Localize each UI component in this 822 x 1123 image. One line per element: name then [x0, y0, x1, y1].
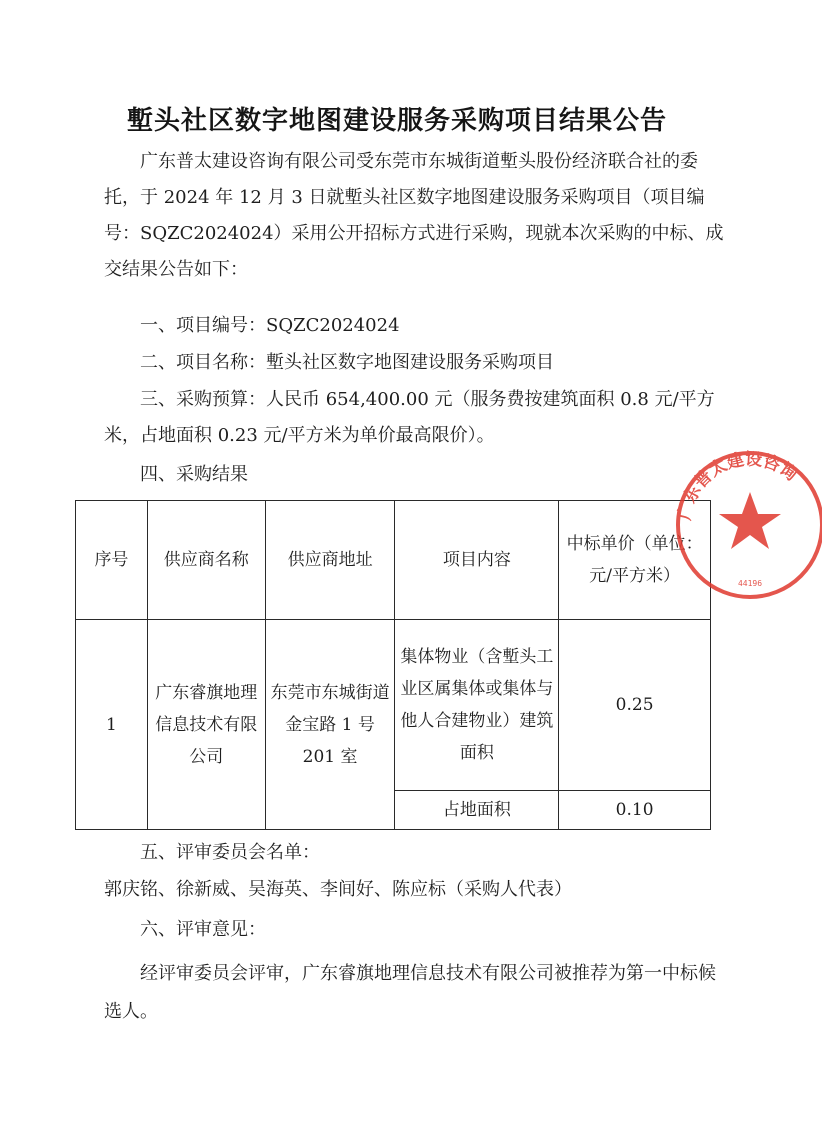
project-name: 二、项目名称：塹头社区数字地图建设服务采购项目 — [140, 352, 554, 373]
cell-price-building: 0.25 — [559, 620, 711, 791]
table-header-row — [76, 501, 711, 620]
cell-content-building: 集体物业（含塹头工业区属集体或集体与他人合建物业）建筑面积 — [395, 620, 559, 791]
page-title: 塹头社区数字地图建设服务采购项目结果公告 — [126, 106, 667, 136]
intro-paragraph: 广东普太建设咨询有限公司受东莞市东城街道塹头股份经济联合社的委托，于 2024 年 12 月 3 日就塹头社区数字地图建设服务采购项目（项目编号：SQZC2024024）采用公开招标方式进行采购，现就本次采购的中标、成交结果公告如下： — [104, 151, 724, 280]
result-table — [75, 500, 711, 830]
cell-content-land: 占地面积 — [395, 791, 559, 830]
svg-text:广东普太建设咨询: 广东普太建设咨询 — [674, 449, 801, 522]
committee-heading: 五、评审委员会名单： — [140, 842, 320, 863]
cell-no: 1 — [76, 620, 148, 830]
opinion-text: 经评审委员会评审，广东睿旗地理信息技术有限公司被推荐为第一中标候选人。 — [104, 963, 716, 1022]
header-supplier: 供应商名称 — [147, 501, 265, 620]
project-number: 一、项目编号：SQZC2024024 — [140, 315, 400, 336]
header-price: 中标单价（单位：元/平方米） — [559, 501, 711, 620]
header-address: 供应商地址 — [265, 501, 395, 620]
committee-members: 郭庆铭、徐新威、吴海英、李间好、陈应标（采购人代表） — [104, 879, 572, 900]
opinion-heading: 六、评审意见： — [140, 919, 266, 940]
table-row — [76, 620, 711, 791]
svg-text:44196: 44196 — [737, 579, 763, 588]
result-heading: 四、采购结果 — [140, 464, 248, 485]
company-seal — [662, 430, 822, 600]
header-content: 项目内容 — [395, 501, 559, 620]
cell-address: 东莞市东城街道金宝路 1 号 201 室 — [265, 620, 395, 830]
budget-paragraph: 三、采购预算：人民币 654,400.00 元（服务费按建筑面积 0.8 元/平方米，占地面积 0.23 元/平方米为单价最高限价）。 — [104, 389, 715, 446]
header-no: 序号 — [76, 501, 148, 620]
cell-supplier: 广东睿旗地理信息技术有限公司 — [147, 620, 265, 830]
seal-star-icon — [719, 492, 781, 549]
cell-price-land: 0.10 — [559, 791, 711, 830]
